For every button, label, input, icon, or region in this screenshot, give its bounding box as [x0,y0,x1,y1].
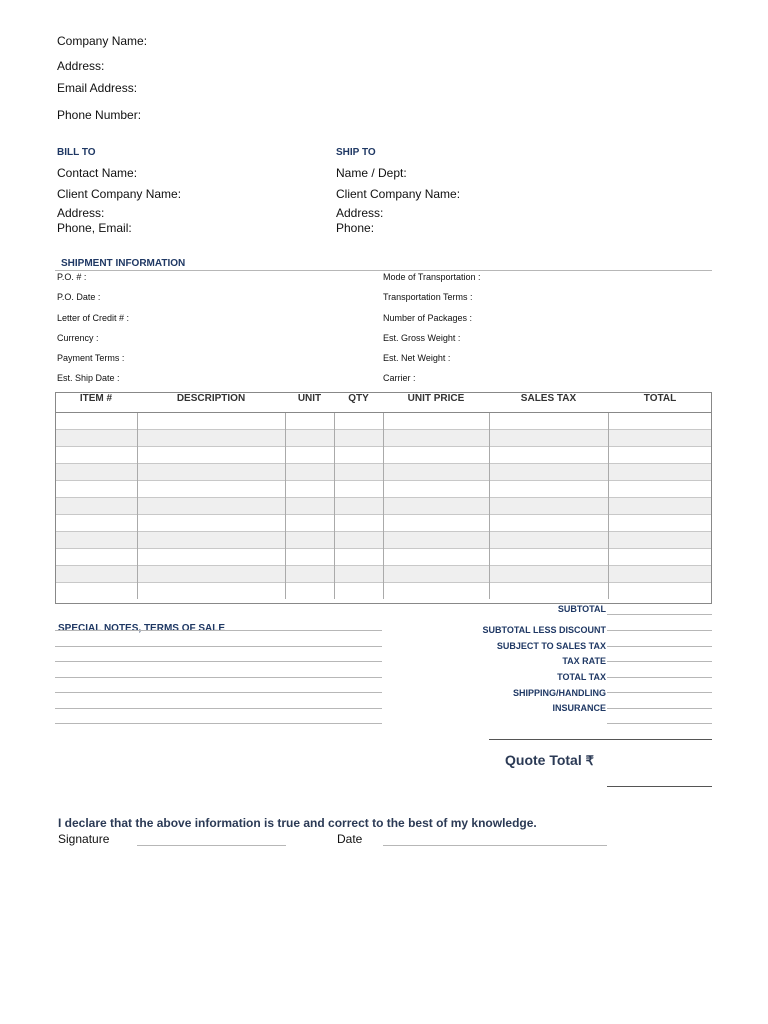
col-header-qty: QTY [334,392,383,413]
date-label: Date [337,832,363,846]
subtotal-less-discount-label: SUBTOTAL LESS DISCOUNT [482,625,606,635]
rupee-icon: ₹ [585,753,594,768]
date-line[interactable] [383,845,607,846]
shipment-field-net-weight: Est. Net Weight : [383,353,451,363]
total-tax-line[interactable] [607,677,712,678]
subtotal-less-discount-line[interactable] [607,630,712,631]
quote-total-top-rule [489,739,712,740]
total-tax-label: TOTAL TAX [557,672,606,682]
shipment-divider [55,270,712,271]
bill-to-contact: Contact Name: [57,166,138,180]
shipment-field-po-date: P.O. Date : [57,292,101,302]
col-header-item: ITEM # [55,392,137,413]
tax-rate-label: TAX RATE [562,656,606,666]
bill-to-address: Address: [57,206,105,220]
company-email-label: Email Address: [57,81,138,95]
subtotal-label: SUBTOTAL [557,604,606,614]
shipment-field-gross-weight: Est. Gross Weight : [383,333,461,343]
signature-label: Signature [58,832,110,846]
shipment-field-letter-of-credit: Letter of Credit # : [57,313,130,323]
ship-to-client-company: Client Company Name: [336,187,461,201]
quote-total-text: Quote Total [505,752,582,768]
notes-line[interactable] [55,677,382,678]
company-name-label: Company Name: [57,34,148,48]
signature-line[interactable] [137,845,286,846]
items-table-border [55,392,712,604]
shipment-field-ship-date: Est. Ship Date : [57,373,120,383]
col-header-description: DESCRIPTION [137,392,285,413]
notes-line[interactable] [55,708,382,709]
shipment-field-mode: Mode of Transportation : [383,272,481,282]
bill-to-heading: BILL TO [57,147,96,158]
company-address-label: Address: [57,59,105,73]
insurance-line[interactable] [607,708,712,709]
shipment-field-po: P.O. # : [57,272,87,282]
bill-to-phone-email: Phone, Email: [57,221,132,235]
shipment-field-transport-terms: Transportation Terms : [383,292,473,302]
shipment-heading: SHIPMENT INFORMATION [61,258,186,269]
notes-line[interactable] [55,646,382,647]
col-header-total: TOTAL [608,392,712,413]
shipment-field-currency: Currency : [57,333,99,343]
quote-total-label [505,752,594,769]
quote-total-value-line[interactable] [607,786,712,787]
col-header-unit-price: UNIT PRICE [383,392,489,413]
notes-line[interactable] [55,630,382,631]
tax-rate-line[interactable] [607,661,712,662]
shipping-handling-label: SHIPPING/HANDLING [512,688,606,698]
subtotal-value-line[interactable] [607,614,712,615]
declaration-text: I declare that the above information is true and correct to the best of my knowledge. [58,816,537,830]
company-phone-label: Phone Number: [57,108,142,122]
notes-heading: SPECIAL NOTES, TERMS OF SALE [58,623,226,634]
col-header-sales-tax: SALES TAX [489,392,608,413]
shipment-field-payment-terms: Payment Terms : [57,353,125,363]
col-header-unit: UNIT [285,392,334,413]
ship-to-phone: Phone: [336,221,375,235]
notes-line[interactable] [55,692,382,693]
bill-to-client-company: Client Company Name: [57,187,182,201]
totals-end-line [607,723,712,724]
insurance-label: INSURANCE [552,703,606,713]
ship-to-heading: SHIP TO [336,147,376,158]
shipment-field-packages: Number of Packages : [383,313,473,323]
subject-to-sales-tax-line[interactable] [607,646,712,647]
subject-to-sales-tax-label: SUBJECT TO SALES TAX [496,641,606,651]
notes-line[interactable] [55,661,382,662]
ship-to-address: Address: [336,206,384,220]
notes-line[interactable] [55,723,382,724]
shipping-handling-line[interactable] [607,692,712,693]
shipment-field-carrier: Carrier : [383,373,416,383]
ship-to-name-dept: Name / Dept: [336,166,407,180]
